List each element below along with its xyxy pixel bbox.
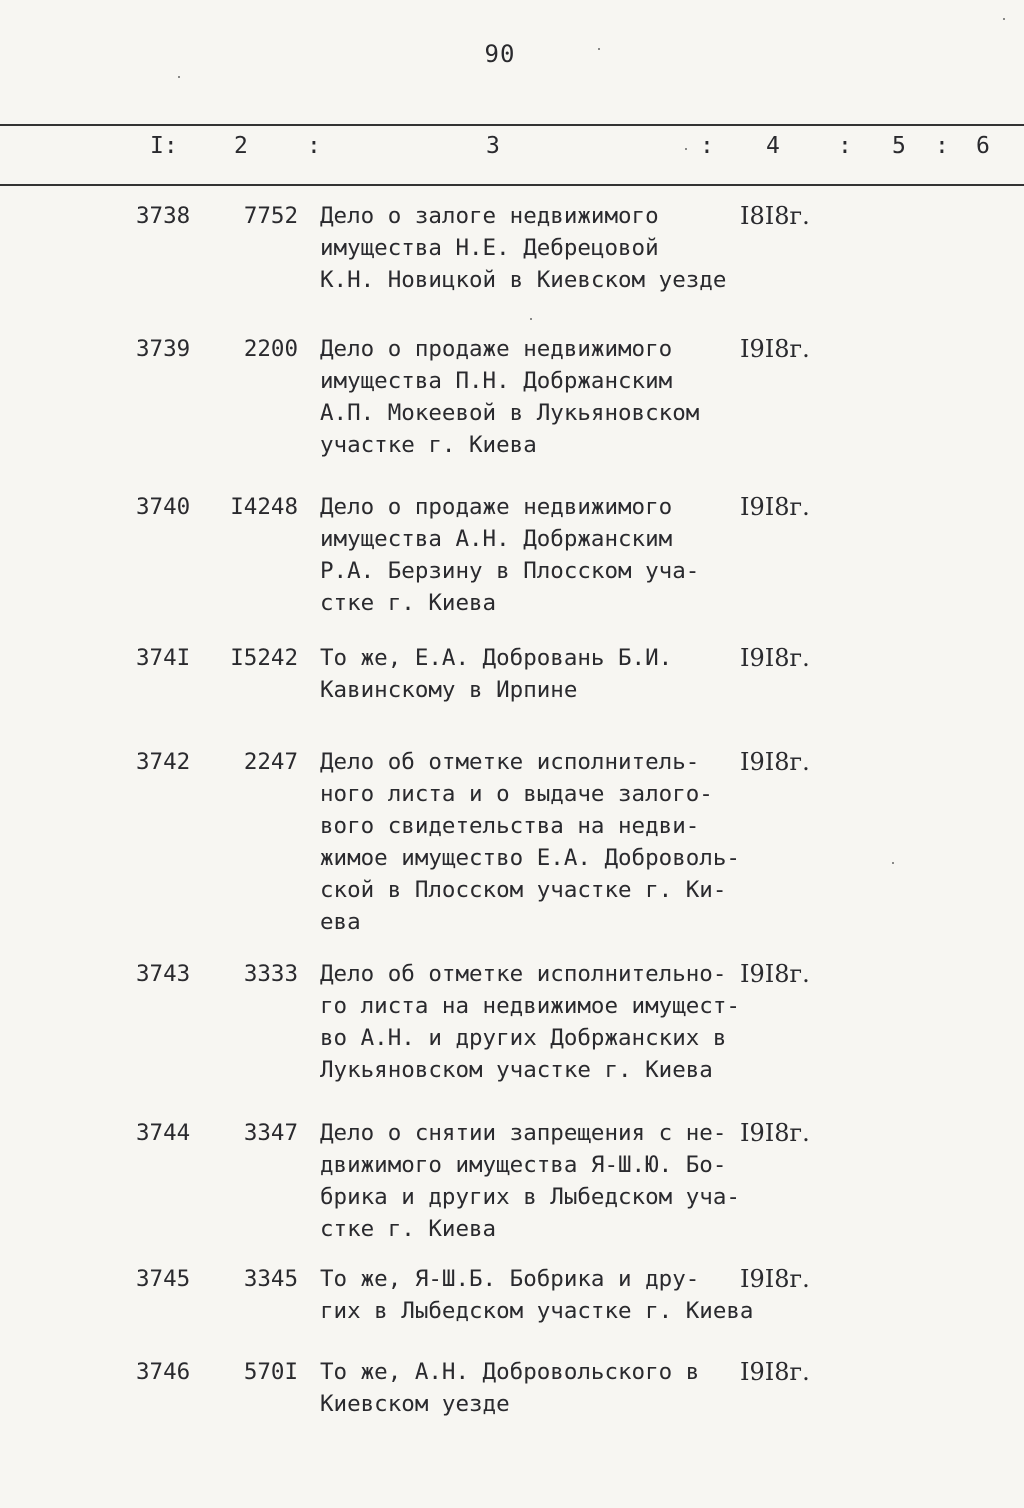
entry-description [320,746,760,938]
column-header-3: 3 [486,133,500,159]
entry-description [320,1356,760,1420]
column-separator: : [307,133,321,159]
description-line: Р.А. Берзину в Плосском уча- [320,558,700,584]
entry-number: 374I [136,645,191,671]
entry-number: 3744 [136,1120,191,1146]
entry-code: 570I [243,1359,298,1385]
entry-description [320,200,760,296]
column-separator: : [838,133,852,159]
scan-speck [1003,18,1005,20]
entry-year: I9I8г. [740,1119,810,1147]
entry-number: 3746 [136,1359,191,1385]
entry-year: I9I8г. [740,1265,810,1293]
description-line: Дело о продаже недвижимого [320,494,673,520]
column-separator: : [700,133,714,159]
description-line: ного листа и о выдаче залого- [320,781,713,807]
entry-number: 3742 [136,749,191,775]
column-header-2: 2 [234,133,248,159]
description-line: ской в Плосском участке г. Ки- [320,877,727,903]
description-line: движимого имущества Я-Ш.Ю. Бо- [320,1152,727,1178]
description-line: Кавинскому в Ирпине [320,677,578,703]
description-line: жимое имущество Е.А. Доброволь- [320,845,740,871]
entry-code: 3333 [243,961,298,987]
entry-code: 3347 [243,1120,298,1146]
description-line: То же, Е.А. Добровань Б.И. [320,645,673,671]
description-line: имущества П.Н. Добржанским [320,368,673,394]
entry-year: I9I8г. [740,493,810,521]
entry-code: 3345 [243,1266,298,1292]
description-line: го листа на недвижимое имущест- [320,993,740,1019]
entry-number: 3739 [136,336,191,362]
entry-description [320,958,760,1086]
description-line: А.П. Мокеевой в Лукьяновском [320,400,700,426]
page-number: 90 [484,40,516,68]
entry-description [320,333,760,461]
header-bottom-rule [0,184,1024,186]
description-line: Дело о снятии запрещения с не- [320,1120,727,1146]
description-line: Киевском уезде [320,1391,510,1417]
entry-code: 7752 [243,203,298,229]
description-line: Дело о продаже недвижимого [320,336,673,362]
scan-speck [530,318,532,320]
entry-description [320,642,760,706]
entry-description [320,1117,760,1245]
entry-year: I9I8г. [740,335,810,363]
description-line: во А.Н. и других Добржанских в [320,1025,727,1051]
entry-code: I5242 [230,645,298,671]
entry-code: I4248 [230,494,298,520]
entry-code: 2247 [243,749,298,775]
description-line: К.Н. Новицкой в Киевском уезде [320,267,727,293]
description-line: ева [320,909,361,935]
description-line: Лукьяновском участке г. Киева [320,1057,713,1083]
description-line: имущества А.Н. Добржанским [320,526,673,552]
column-header-6: 6 [976,133,990,159]
entry-year: I9I8г. [740,960,810,988]
description-line: Дело о залоге недвижимого [320,203,659,229]
entry-description [320,1263,760,1327]
column-header-4: 4 [766,133,780,159]
description-line: участке г. Киева [320,432,537,458]
column-separator: : [935,133,949,159]
entry-number: 3740 [136,494,191,520]
header-top-rule [0,124,1024,126]
scan-speck [598,48,600,50]
scan-speck [892,862,894,864]
description-line: стке г. Киева [320,1216,497,1242]
description-line: То же, Я-Ш.Б. Бобрика и дру- [320,1266,700,1292]
column-header-1: I: [150,133,178,159]
description-line: имущества Н.Е. Дебрецовой [320,235,659,261]
entry-year: I9I8г. [740,644,810,672]
description-line: стке г. Киева [320,590,497,616]
entry-description [320,491,760,619]
description-line: брика и других в Лыбедском уча- [320,1184,740,1210]
description-line: вого свидетельства на недви- [320,813,700,839]
entry-year: I9I8г. [740,1358,810,1386]
entry-year: I8I8г. [740,202,810,230]
entry-year: I9I8г. [740,748,810,776]
entry-number: 3738 [136,203,191,229]
entry-number: 3743 [136,961,191,987]
column-header-5: 5 [892,133,906,159]
scan-speck [685,148,687,150]
description-line: гих в Лыбедском участке г. Киева [320,1298,754,1324]
description-line: Дело об отметке исполнительно- [320,961,727,987]
entry-code: 2200 [243,336,298,362]
description-line: То же, А.Н. Добровольского в [320,1359,700,1385]
entry-number: 3745 [136,1266,191,1292]
scan-speck [178,76,180,78]
description-line: Дело об отметке исполнитель- [320,749,700,775]
